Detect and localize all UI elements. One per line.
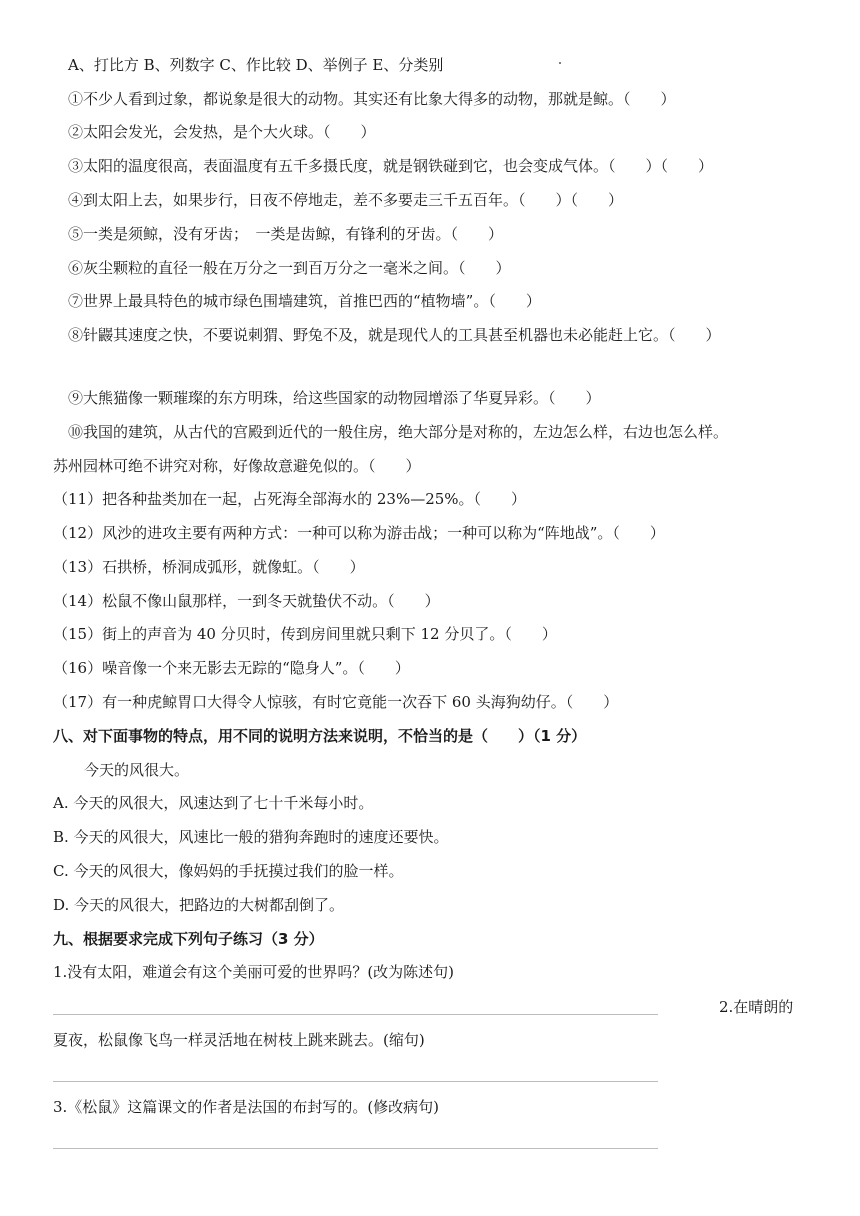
item-4: ④到太阳上去，如果步行，日夜不停地走，差不多要走三千五百年。（ ）（ ） <box>68 191 624 209</box>
option-b: B. 今天的风很大，风速比一般的猎狗奔跑时的速度还要快。 <box>53 828 449 846</box>
item-14: （14）松鼠不像山鼠那样，一到冬天就蛰伏不动。（ ） <box>53 592 440 610</box>
option-d: D. 今天的风很大，把路边的大树都刮倒了。 <box>53 896 345 914</box>
item-5: ⑤一类是须鲸，没有牙齿； 一类是齿鲸，有锋利的牙齿。（ ） <box>68 225 504 243</box>
question-2-start: 2.在晴朗的 <box>719 998 794 1016</box>
question-3: 3.《松鼠》这篇课文的作者是法国的布封写的。(修改病句) <box>53 1098 440 1116</box>
answer-line-1[interactable] <box>53 1014 658 1015</box>
section-8-stem: 今天的风很大。 <box>84 761 190 779</box>
item-10: ⑩我国的建筑，从古代的宫殿到近代的一般住房，绝大部分是对称的，左边怎么样，右边也怎么样。 <box>68 423 729 441</box>
option-a: A. 今天的风很大，风速达到了七十千米每小时。 <box>53 794 374 812</box>
item-9: ⑨大熊猫像一颗璀璨的东方明珠，给这些国家的动物园增添了华夏异彩。（ ） <box>68 389 601 407</box>
answer-line-3[interactable] <box>53 1148 658 1149</box>
question-1: 1.没有太阳，难道会有这个美丽可爱的世界吗？(改为陈述句) <box>53 963 455 981</box>
item-6: ⑥灰尘颗粒的直径一般在万分之一到百万分之一毫米之间。（ ） <box>68 259 511 277</box>
item-1: ①不少人看到过象，都说象是很大的动物。其实还有比象大得多的动物，那就是鲸。（ ） <box>68 90 676 108</box>
item-2: ②太阳会发光，会发热，是个大火球。（ ） <box>68 123 376 141</box>
item-3: ③太阳的温度很高，表面温度有五千多摄氏度，就是钢铁碰到它，也会变成气体。（ ）（ ） <box>68 157 714 175</box>
method-options: A、打比方 B、列数字 C、作比较 D、举例子 E、分类别 <box>68 56 444 74</box>
section-8-heading: 八、对下面事物的特点，用不同的说明方法来说明，不恰当的是（ ）（1 分） <box>53 727 587 745</box>
item-8: ⑧针鼹其速度之快，不要说刺猬、野兔不及，就是现代人的工具甚至机器也未必能赶上它。（ ） <box>68 326 721 344</box>
item-12: （12）风沙的进攻主要有两种方式：一种可以称为游击战；一种可以称为“阵地战”。（ ） <box>53 524 665 542</box>
item-17: （17）有一种虎鲸胃口大得令人惊骇，有时它竟能一次吞下 60 头海狗幼仔。（ ） <box>53 693 619 711</box>
stray-dot <box>559 62 561 64</box>
item-10-cont: 苏州园林可绝不讲究对称，好像故意避免似的。（ ） <box>53 457 421 475</box>
item-11: （11）把各种盐类加在一起，占死海全部海水的 23%—25%。（ ） <box>53 490 527 508</box>
section-9-heading: 九、根据要求完成下列句子练习（3 分） <box>53 930 324 948</box>
item-16: （16）噪音像一个来无影去无踪的“隐身人”。（ ） <box>53 659 410 677</box>
answer-line-2[interactable] <box>53 1081 658 1082</box>
item-15: （15）街上的声音为 40 分贝时，传到房间里就只剩下 12 分贝了。（ ） <box>53 625 557 643</box>
item-13: （13）石拱桥，桥洞成弧形，就像虹。（ ） <box>53 558 365 576</box>
question-2: 夏夜，松鼠像飞鸟一样灵活地在树枝上跳来跳去。(缩句) <box>53 1031 425 1049</box>
option-c: C. 今天的风很大，像妈妈的手抚摸过我们的脸一样。 <box>53 862 404 880</box>
item-7: ⑦世界上最具特色的城市绿色围墙建筑，首推巴西的“植物墙”。（ ） <box>68 292 541 310</box>
